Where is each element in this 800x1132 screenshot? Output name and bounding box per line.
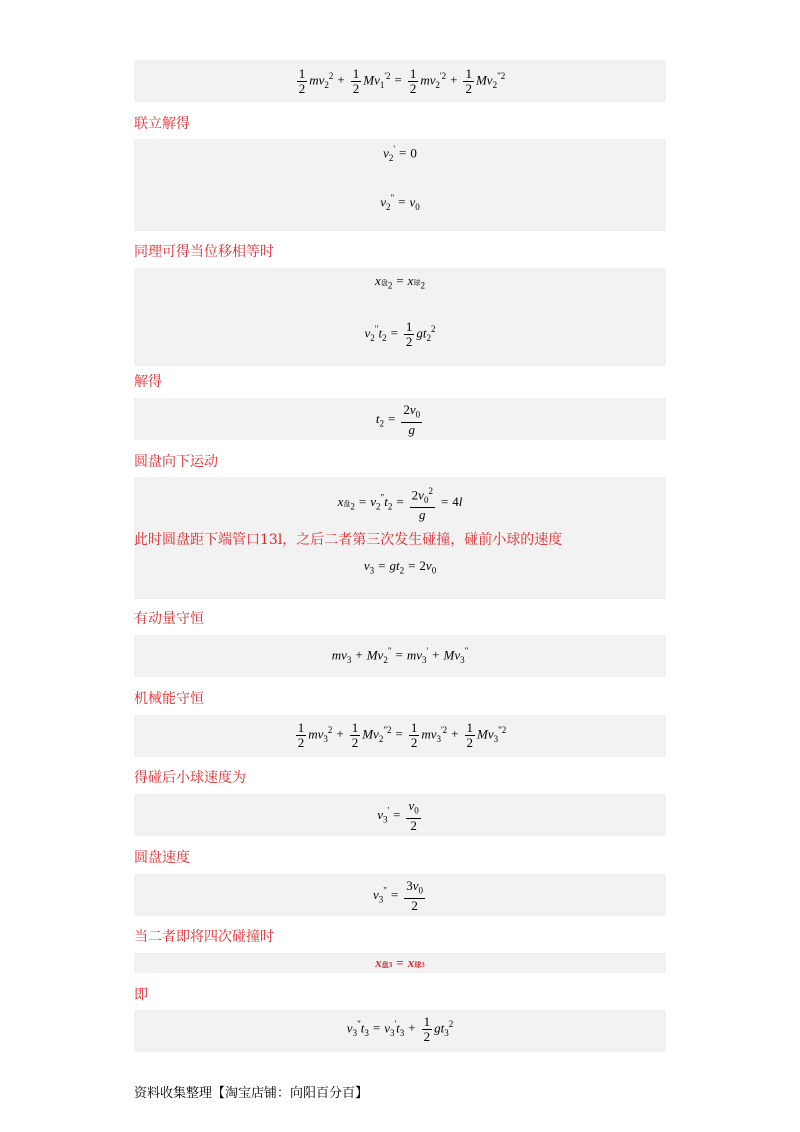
label-third-collision: 此时圆盘距下端管口13l，之后二者第三次发生碰撞，碰前小球的速度 (134, 532, 563, 548)
label-namely: 即 (134, 987, 148, 1003)
equation-box-velocities (134, 139, 666, 231)
equation: $v_3'$ = $\frac{v_0}{2}$ (377, 798, 419, 833)
equation-box-disk-velocity (134, 874, 666, 916)
equation-box-fourth (134, 953, 666, 973)
equation: $v_2' = 0$ (383, 144, 417, 163)
equation: x盘3 = x球3 (375, 955, 425, 970)
equation-box-momentum (134, 635, 666, 677)
page-footer: 资料收集整理【淘宝店铺：向阳百分百】 (134, 1086, 369, 1101)
equation-box-ball-velocity (134, 794, 666, 836)
equation: x盘$_2$ = x球$_2$ (375, 273, 425, 291)
equation: $mv_3 + Mv_2^" = mv_3' + Mv_3^"$ (331, 646, 469, 665)
label-equal-displacement: 同理可得当位移相等时 (134, 244, 274, 260)
label-momentum: 有动量守恒 (134, 611, 204, 627)
equation-box-time (134, 398, 666, 440)
label-fourth-collision: 当二者即将四次碰撞时 (134, 929, 274, 945)
label-disk-down: 圆盘向下运动 (134, 454, 218, 470)
label-energy: 机械能守恒 (134, 691, 204, 707)
equation: $v_3^"$ = $\frac{3v_0}{2}$ (372, 878, 424, 913)
equation: $v_2^"t_2$ = $\frac{1}{2}$ $gt_2^2$ (364, 319, 436, 349)
equation: $v_2^" = v_0$ (380, 193, 420, 212)
equation: $v_3 = gt_2 = 2v_0$ (363, 558, 437, 576)
equation-box-final (134, 1010, 666, 1052)
equation-box-energy-2 (134, 715, 666, 757)
equation-box-displacement (134, 268, 666, 366)
label-disk-velocity: 圆盘速度 (134, 850, 190, 866)
label-solve-1: 联立解得 (134, 116, 190, 132)
equation: $\frac{1}{2}$ $mv_3^2$ + $\frac{1}{2}$ $Mv_2^{"2}$ = $\frac{1}{2}$ $mv_3^{'2}$ + $\frac{1}{2}$ $Mv_3^{"2}$ (297, 720, 507, 750)
equation: x盘$_2 = v_2^"t_2$ = $\frac{2v_0^2}{g}$ = 4l (337, 486, 463, 522)
label-ball-velocity: 得碰后小球速度为 (134, 770, 246, 786)
equation: $v_3^"t_3 = v_3't_3$ + $\frac{1}{2}$ $gt_3^2$ (346, 1014, 454, 1044)
label-solve-2: 解得 (134, 374, 162, 390)
equation: $\frac{1}{2}$ $mv_2^2$ + $\frac{1}{2}$ $Mv_1^{'2}$ = $\frac{1}{2}$ $mv_2^{'2}$ + $\frac{1}{2}$ $Mv_2^{"2}$ (298, 66, 506, 96)
equation: $t_2$ = $\frac{2v_0}{g}$ (375, 402, 421, 437)
equation-box-energy-1 (134, 60, 666, 102)
